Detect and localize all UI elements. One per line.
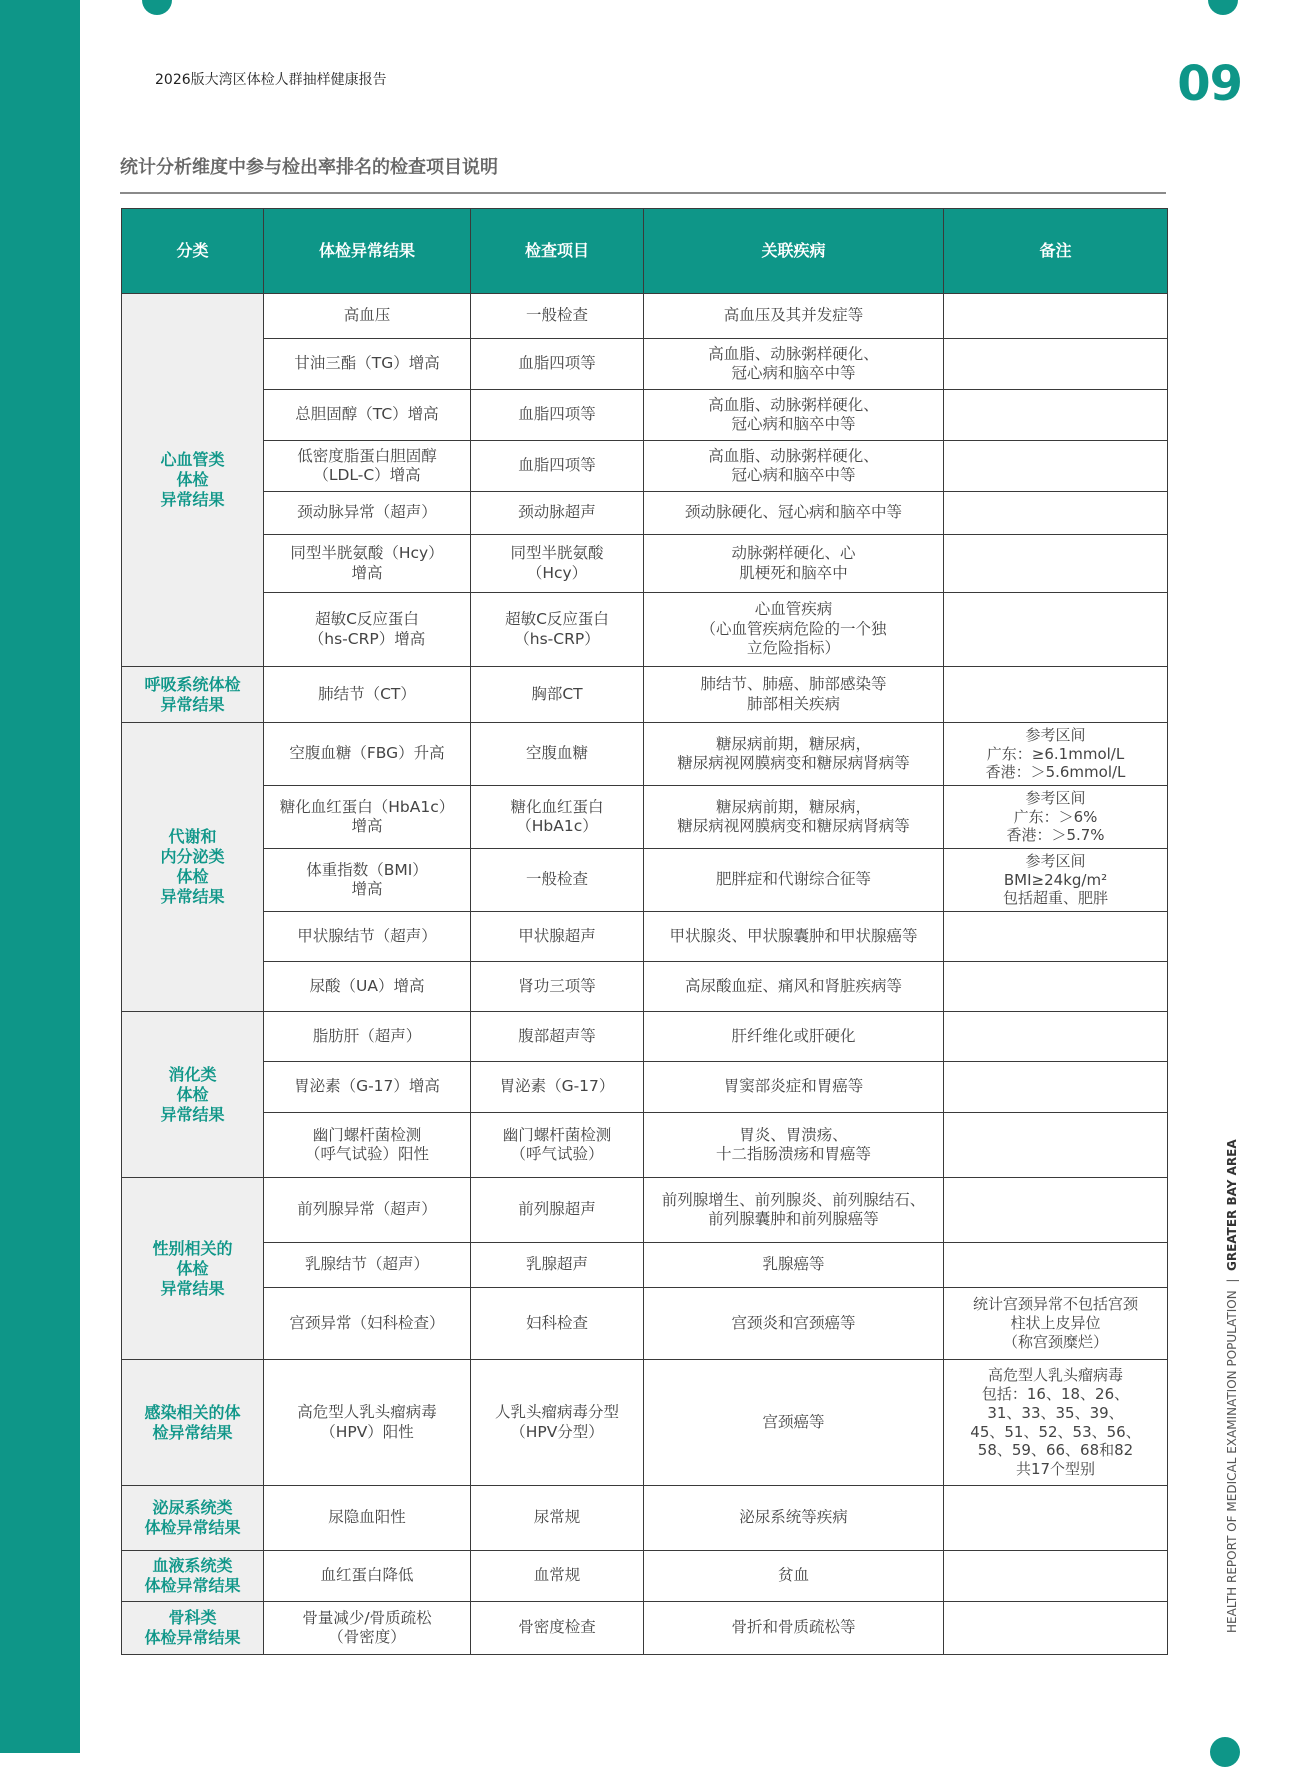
- header-exam: 检查项目: [471, 209, 644, 294]
- category-cell: 血液系统类 体检异常结果: [122, 1551, 264, 1602]
- table-row: [122, 786, 1168, 849]
- exam-cell: 胃泌素（G-17）: [471, 1062, 644, 1113]
- exam-cell: 乳腺超声: [471, 1243, 644, 1288]
- finding-cell: 宫颈异常（妇科检查）: [264, 1288, 471, 1360]
- note-cell: [944, 294, 1168, 339]
- table-row: [122, 1243, 1168, 1288]
- note-cell: [944, 593, 1168, 667]
- note-cell: 参考区间 广东：＞6% 香港：＞5.7%: [944, 786, 1168, 849]
- left-accent-bar: [0, 0, 80, 1753]
- disease-cell: 肥胖症和代谢综合征等: [644, 849, 944, 912]
- disease-cell: 骨折和骨质疏松等: [644, 1602, 944, 1655]
- disease-cell: 动脉粥样硬化、心 肌梗死和脑卒中: [644, 535, 944, 593]
- finding-cell: 肺结节（CT）: [264, 667, 471, 723]
- report-title: 2026版大湾区体检人群抽样健康报告: [155, 72, 387, 88]
- exam-cell: 糖化血红蛋白 （HbA1c）: [471, 786, 644, 849]
- exam-cell: 一般检查: [471, 849, 644, 912]
- note-cell: 统计宫颈异常不包括宫颈 柱状上皮异位 （称宫颈糜烂）: [944, 1288, 1168, 1360]
- disease-cell: 高血压及其并发症等: [644, 294, 944, 339]
- table-row: [122, 339, 1168, 390]
- table-row: [122, 1012, 1168, 1062]
- category-cell: 消化类 体检 异常结果: [122, 1012, 264, 1178]
- note-cell: [944, 390, 1168, 441]
- disease-cell: 胃炎、胃溃疡、 十二指肠溃疡和胃癌等: [644, 1113, 944, 1178]
- table-row: [122, 390, 1168, 441]
- heading-divider: [120, 192, 1166, 194]
- table-row: [122, 1360, 1168, 1486]
- note-cell: 高危型人乳头瘤病毒 包括：16、18、26、 31、33、35、39、 45、51、52、53、56、 58、59、66、68和82 共17个型别: [944, 1360, 1168, 1486]
- note-cell: [944, 962, 1168, 1012]
- note-cell: [944, 492, 1168, 535]
- disease-cell: 高血脂、动脉粥样硬化、 冠心病和脑卒中等: [644, 390, 944, 441]
- header-finding: 体检异常结果: [264, 209, 471, 294]
- decorative-dot-top-left: [142, 0, 172, 15]
- finding-cell: 低密度脂蛋白胆固醇 （LDL-C）增高: [264, 441, 471, 492]
- disease-cell: 泌尿系统等疾病: [644, 1486, 944, 1551]
- note-cell: 参考区间 BMI≥24kg/m² 包括超重、肥胖: [944, 849, 1168, 912]
- table-row: [122, 912, 1168, 962]
- exam-cell: 甲状腺超声: [471, 912, 644, 962]
- table-row: [122, 1178, 1168, 1243]
- finding-cell: 尿酸（UA）增高: [264, 962, 471, 1012]
- exam-cell: 空腹血糖: [471, 723, 644, 786]
- side-caption-suffix: GREATER BAY AREA: [1225, 1139, 1239, 1271]
- table-row: [122, 492, 1168, 535]
- side-caption: [1225, 1139, 1239, 1633]
- disease-cell: 颈动脉硬化、冠心病和脑卒中等: [644, 492, 944, 535]
- note-cell: [944, 667, 1168, 723]
- note-cell: [944, 1551, 1168, 1602]
- finding-cell: 超敏C反应蛋白 （hs-CRP）增高: [264, 593, 471, 667]
- disease-cell: 高血脂、动脉粥样硬化、 冠心病和脑卒中等: [644, 441, 944, 492]
- table-row: [122, 667, 1168, 723]
- category-cell: 性别相关的 体检 异常结果: [122, 1178, 264, 1360]
- disease-cell: 糖尿病前期，糖尿病， 糖尿病视网膜病变和糖尿病肾病等: [644, 786, 944, 849]
- table-row: [122, 441, 1168, 492]
- finding-cell: 甲状腺结节（超声）: [264, 912, 471, 962]
- exam-cell: 人乳头瘤病毒分型 （HPV分型）: [471, 1360, 644, 1486]
- disease-cell: 前列腺增生、前列腺炎、前列腺结石、 前列腺囊肿和前列腺癌等: [644, 1178, 944, 1243]
- exam-cell: 颈动脉超声: [471, 492, 644, 535]
- category-cell: 骨科类 体检异常结果: [122, 1602, 264, 1655]
- table-row: [122, 849, 1168, 912]
- note-cell: [944, 339, 1168, 390]
- decorative-dot-top-right: [1208, 0, 1238, 15]
- note-cell: 参考区间 广东：≥6.1mmol/L 香港：＞5.6mmol/L: [944, 723, 1168, 786]
- header-note: 备注: [944, 209, 1168, 294]
- exam-cell: 尿常规: [471, 1486, 644, 1551]
- finding-cell: 颈动脉异常（超声）: [264, 492, 471, 535]
- table-header-row: [122, 209, 1168, 294]
- table-row: [122, 1602, 1168, 1655]
- exam-cell: 血常规: [471, 1551, 644, 1602]
- table-row: [122, 1551, 1168, 1602]
- note-cell: [944, 1113, 1168, 1178]
- note-cell: [944, 1243, 1168, 1288]
- disease-cell: 贫血: [644, 1551, 944, 1602]
- table-row: [122, 294, 1168, 339]
- note-cell: [944, 912, 1168, 962]
- finding-cell: 总胆固醇（TC）增高: [264, 390, 471, 441]
- note-cell: [944, 1486, 1168, 1551]
- finding-cell: 前列腺异常（超声）: [264, 1178, 471, 1243]
- disease-cell: 高血脂、动脉粥样硬化、 冠心病和脑卒中等: [644, 339, 944, 390]
- finding-cell: 幽门螺杆菌检测 （呼气试验）阳性: [264, 1113, 471, 1178]
- disease-cell: 肺结节、肺癌、肺部感染等 肺部相关疾病: [644, 667, 944, 723]
- finding-cell: 甘油三酯（TG）增高: [264, 339, 471, 390]
- table-row: [122, 723, 1168, 786]
- disease-cell: 高尿酸血症、痛风和肾脏疾病等: [644, 962, 944, 1012]
- finding-cell: 尿隐血阳性: [264, 1486, 471, 1551]
- category-cell: 感染相关的体 检异常结果: [122, 1360, 264, 1486]
- finding-cell: 胃泌素（G-17）增高: [264, 1062, 471, 1113]
- disease-cell: 宫颈炎和宫颈癌等: [644, 1288, 944, 1360]
- finding-cell: 骨量减少/骨质疏松 （骨密度）: [264, 1602, 471, 1655]
- category-cell: 心血管类 体检 异常结果: [122, 294, 264, 667]
- note-cell: [944, 1062, 1168, 1113]
- header-disease: 关联疾病: [644, 209, 944, 294]
- finding-cell: 乳腺结节（超声）: [264, 1243, 471, 1288]
- exam-cell: 胸部CT: [471, 667, 644, 723]
- disease-cell: 糖尿病前期，糖尿病， 糖尿病视网膜病变和糖尿病肾病等: [644, 723, 944, 786]
- exam-cell: 前列腺超声: [471, 1178, 644, 1243]
- exam-cell: 妇科检查: [471, 1288, 644, 1360]
- category-cell: 泌尿系统类 体检异常结果: [122, 1486, 264, 1551]
- finding-cell: 体重指数（BMI） 增高: [264, 849, 471, 912]
- disease-cell: 肝纤维化或肝硬化: [644, 1012, 944, 1062]
- exam-cell: 骨密度检查: [471, 1602, 644, 1655]
- table-row: [122, 962, 1168, 1012]
- section-heading: 统计分析维度中参与检出率排名的检查项目说明: [120, 157, 498, 178]
- disease-cell: 甲状腺炎、甲状腺囊肿和甲状腺癌等: [644, 912, 944, 962]
- side-caption-separator: |: [1225, 1278, 1239, 1283]
- table-row: [122, 1486, 1168, 1551]
- disease-cell: 乳腺癌等: [644, 1243, 944, 1288]
- note-cell: [944, 441, 1168, 492]
- exam-cell: 血脂四项等: [471, 441, 644, 492]
- note-cell: [944, 1602, 1168, 1655]
- exam-cell: 一般检查: [471, 294, 644, 339]
- finding-cell: 空腹血糖（FBG）升高: [264, 723, 471, 786]
- note-cell: [944, 1012, 1168, 1062]
- finding-cell: 高危型人乳头瘤病毒 （HPV）阳性: [264, 1360, 471, 1486]
- finding-cell: 糖化血红蛋白（HbA1c） 增高: [264, 786, 471, 849]
- table-row: [122, 1288, 1168, 1360]
- finding-cell: 血红蛋白降低: [264, 1551, 471, 1602]
- table-row: [122, 593, 1168, 667]
- exam-cell: 幽门螺杆菌检测 （呼气试验）: [471, 1113, 644, 1178]
- header-category: 分类: [122, 209, 264, 294]
- table-row: [122, 1113, 1168, 1178]
- exam-items-table: [121, 208, 1168, 1655]
- exam-cell: 同型半胱氨酸 （Hcy）: [471, 535, 644, 593]
- disease-cell: 心血管疾病 （心血管疾病危险的一个独 立危险指标）: [644, 593, 944, 667]
- exam-cell: 血脂四项等: [471, 390, 644, 441]
- exam-cell: 超敏C反应蛋白 （hs-CRP）: [471, 593, 644, 667]
- finding-cell: 高血压: [264, 294, 471, 339]
- disease-cell: 宫颈癌等: [644, 1360, 944, 1486]
- exam-cell: 肾功三项等: [471, 962, 644, 1012]
- note-cell: [944, 1178, 1168, 1243]
- exam-cell: 腹部超声等: [471, 1012, 644, 1062]
- side-caption-prefix: HEALTH REPORT OF MEDICAL EXAMINATION POPULATION: [1225, 1290, 1239, 1633]
- note-cell: [944, 535, 1168, 593]
- decorative-dot-bottom-right: [1210, 1737, 1240, 1767]
- exam-cell: 血脂四项等: [471, 339, 644, 390]
- disease-cell: 胃窦部炎症和胃癌等: [644, 1062, 944, 1113]
- finding-cell: 脂肪肝（超声）: [264, 1012, 471, 1062]
- page-number: 09: [1177, 56, 1242, 112]
- finding-cell: 同型半胱氨酸（Hcy） 增高: [264, 535, 471, 593]
- table-row: [122, 535, 1168, 593]
- category-cell: 代谢和 内分泌类 体检 异常结果: [122, 723, 264, 1012]
- category-cell: 呼吸系统体检 异常结果: [122, 667, 264, 723]
- table-row: [122, 1062, 1168, 1113]
